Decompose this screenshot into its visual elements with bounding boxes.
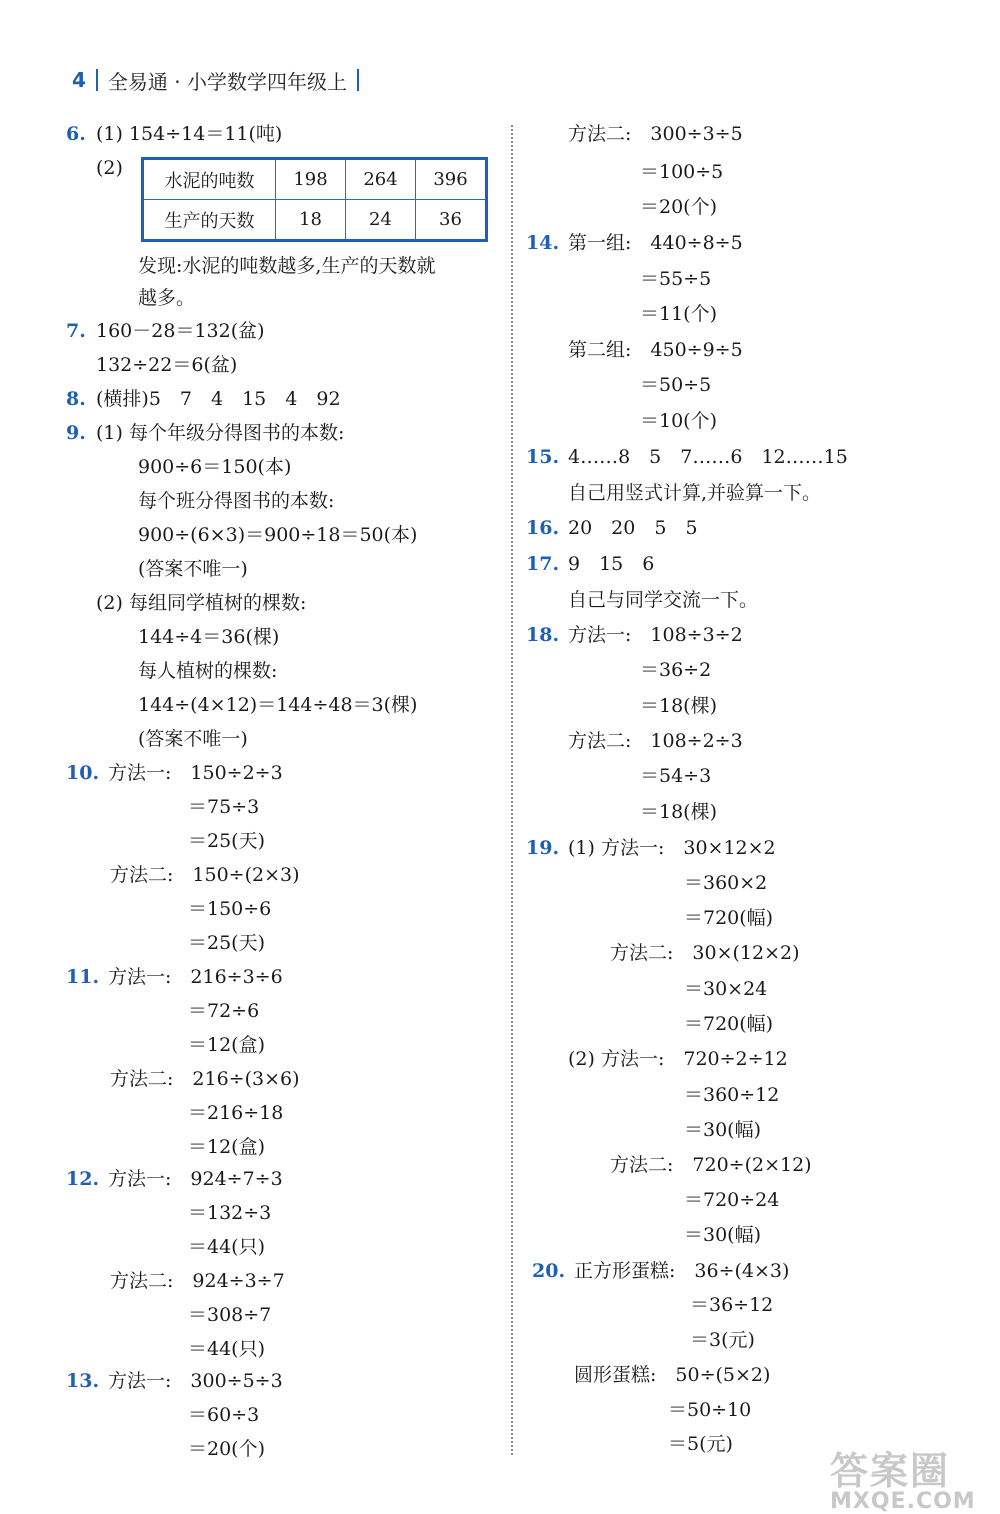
answer-line: ＝20(个) <box>188 1438 266 1460</box>
answer-line: ＝360÷12 <box>684 1084 780 1106</box>
answer-line: 自己用竖式计算,并验算一下。 <box>568 482 822 504</box>
answer-line: ＝308÷7 <box>188 1304 272 1326</box>
answer-line: 方法二: 150÷(2×3) <box>110 864 300 886</box>
answer-line: ＝18(棵) <box>640 801 718 823</box>
answer-line: ＝25(天) <box>188 830 266 852</box>
table-row <box>143 200 487 241</box>
question-number: 18. <box>526 624 560 646</box>
answer-line: ＝30×24 <box>684 978 768 1000</box>
answer-line: ＝12(盒) <box>188 1034 266 1056</box>
answer-line: 方法一: 216÷3÷6 <box>108 966 283 988</box>
answer-line: 方法二: 216÷(3×6) <box>110 1068 300 1090</box>
answer-line: ＝54÷3 <box>640 765 712 787</box>
answer-line: ＝720÷24 <box>684 1189 780 1211</box>
answer-line: ＝12(盒) <box>188 1136 266 1158</box>
answer-line: 20 20 5 5 <box>568 517 698 539</box>
answer-line: ＝75÷3 <box>188 796 260 818</box>
question-number: 9. <box>66 422 86 444</box>
answer-line: 第二组: 450÷9÷5 <box>568 339 743 361</box>
answer-line: ＝100÷5 <box>640 161 724 183</box>
question-number: 13. <box>66 1370 100 1392</box>
question-number: 11. <box>66 966 100 988</box>
answer-line: 方法二: 924÷3÷7 <box>110 1270 285 1292</box>
question-number: 12. <box>66 1168 100 1190</box>
answer-line: 4……8 5 7……6 12……15 <box>568 446 848 468</box>
question-number: 8. <box>66 388 86 410</box>
answer-line: ＝60÷3 <box>188 1404 260 1426</box>
answer-line: ＝36÷12 <box>690 1294 774 1316</box>
answer-line: ＝3(元) <box>690 1329 755 1351</box>
answer-line: ＝11(个) <box>640 303 718 325</box>
question-number: 6. <box>66 123 86 145</box>
question-number: 14. <box>526 232 560 254</box>
book-title: 全易通 · 小学数学四年级上 <box>107 69 347 94</box>
cement-table <box>141 157 488 242</box>
answer-line: (1) 方法一: 30×12×2 <box>568 837 776 859</box>
answer-line: ＝30(幅) <box>684 1119 762 1141</box>
answer-line: ＝55÷5 <box>640 268 712 290</box>
answer-line: 圆形蛋糕: 50÷(5×2) <box>574 1364 771 1386</box>
answer-line: ＝30(幅) <box>684 1224 762 1246</box>
answer-line: 每人植树的棵数: <box>138 660 278 682</box>
answer-line: 9 15 6 <box>568 553 655 575</box>
question-number: 17. <box>526 553 560 575</box>
answer-line: 方法一: 300÷5÷3 <box>108 1370 283 1392</box>
question-number: 15. <box>526 446 560 468</box>
answer-line: ＝44(只) <box>188 1338 266 1360</box>
column-divider <box>511 125 513 1455</box>
answer-line: ＝36÷2 <box>640 659 712 681</box>
header-divider <box>96 69 98 91</box>
answer-line: 方法一: 108÷3÷2 <box>568 624 743 646</box>
answer-line: (2) <box>96 157 123 179</box>
answer-line: 132÷22＝6(盆) <box>96 354 238 376</box>
answer-line: (答案不唯一) <box>138 558 248 580</box>
answer-line: ＝20(个) <box>640 196 718 218</box>
table-cell: 264 <box>346 159 416 200</box>
answer-line: ＝150÷6 <box>188 898 272 920</box>
page-header <box>72 64 359 96</box>
answer-line: 越多。 <box>138 287 196 309</box>
page-number: 4 <box>72 68 86 92</box>
answer-line: ＝50÷10 <box>668 1399 752 1421</box>
table-cell: 24 <box>346 200 416 241</box>
answer-line: (答案不唯一) <box>138 728 248 750</box>
answer-line: 方法一: 924÷7÷3 <box>108 1168 283 1190</box>
answer-line: (1) 154÷14＝11(吨) <box>96 123 283 145</box>
answer-line: 900÷(6×3)＝900÷18＝50(本) <box>138 524 418 546</box>
answer-line: ＝10(个) <box>640 410 718 432</box>
answer-line: 自己与同学交流一下。 <box>568 589 759 611</box>
answer-line: 发现:水泥的吨数越多,生产的天数就 <box>138 255 436 277</box>
answer-line: 144÷(4×12)＝144÷48＝3(棵) <box>138 694 418 716</box>
watermark <box>830 1440 976 1514</box>
table-cell: 生产的天数 <box>143 200 276 241</box>
answer-line: ＝25(天) <box>188 932 266 954</box>
answer-line: 正方形蛋糕: 36÷(4×3) <box>574 1260 790 1282</box>
answer-line: 方法二: 300÷3÷5 <box>568 123 743 145</box>
question-number: 7. <box>66 320 86 342</box>
answer-line: (横排)5 7 4 15 4 92 <box>96 388 341 410</box>
table-cell: 36 <box>416 200 487 241</box>
answer-line: 方法二: 720÷(2×12) <box>610 1154 812 1176</box>
answer-line: ＝720(幅) <box>684 907 774 929</box>
answer-line: (2) 每组同学植树的棵数: <box>96 592 307 614</box>
answer-line: ＝50÷5 <box>640 374 712 396</box>
answer-line: ＝44(只) <box>188 1236 266 1258</box>
answer-line: 方法二: 30×(12×2) <box>610 942 800 964</box>
question-number: 20. <box>532 1260 566 1282</box>
answer-line: ＝5(元) <box>668 1433 733 1455</box>
answer-line: (1) 每个年级分得图书的本数: <box>96 422 345 444</box>
table-cell: 18 <box>276 200 346 241</box>
header-divider <box>357 69 359 91</box>
question-number: 16. <box>526 517 560 539</box>
answer-line: 160－28＝132(盆) <box>96 320 265 342</box>
watermark-text: 答案圈 <box>830 1449 951 1493</box>
watermark-domain: MXQE.COM <box>830 1489 976 1514</box>
answer-line: (2) 方法一: 720÷2÷12 <box>568 1048 788 1070</box>
answer-line: ＝216÷18 <box>188 1102 284 1124</box>
answer-line: 144÷4＝36(棵) <box>138 626 280 648</box>
answer-line: ＝360×2 <box>684 872 768 894</box>
answer-line: ＝720(幅) <box>684 1013 774 1035</box>
answer-line: 方法二: 108÷2÷3 <box>568 730 743 752</box>
question-number: 19. <box>526 837 560 859</box>
answer-line: ＝72÷6 <box>188 1000 260 1022</box>
table-cell: 水泥的吨数 <box>143 159 276 200</box>
table-cell: 396 <box>416 159 487 200</box>
answer-line: 每个班分得图书的本数: <box>138 490 335 512</box>
answer-line: 900÷6＝150(本) <box>138 456 292 478</box>
answer-line: ＝18(棵) <box>640 695 718 717</box>
answer-line: ＝132÷3 <box>188 1202 272 1224</box>
question-number: 10. <box>66 762 100 784</box>
table-cell: 198 <box>276 159 346 200</box>
answer-line: 方法一: 150÷2÷3 <box>108 762 283 784</box>
answer-line: 第一组: 440÷8÷5 <box>568 232 743 254</box>
table-row <box>143 159 487 200</box>
